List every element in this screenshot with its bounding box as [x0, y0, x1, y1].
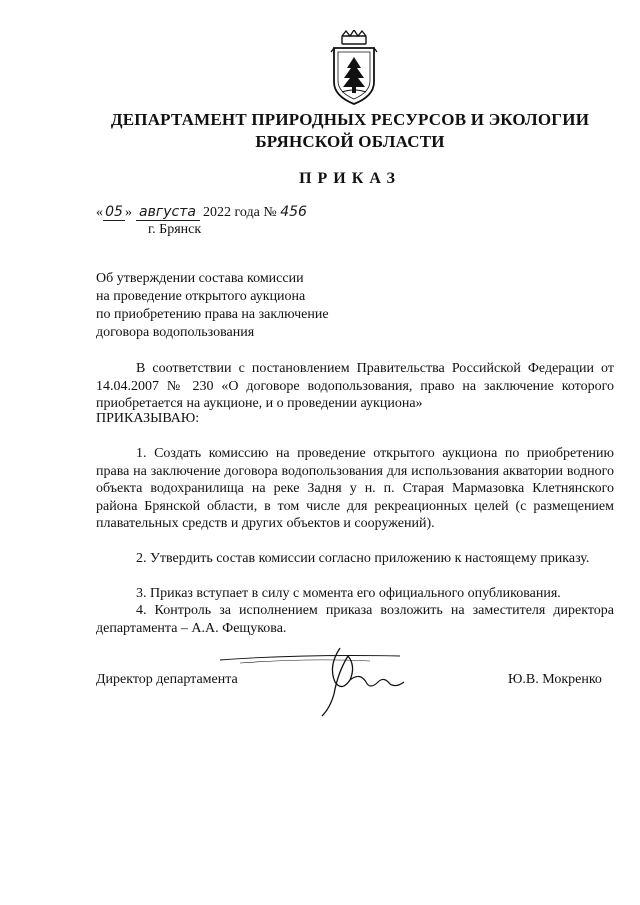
handwritten-signature-icon — [210, 636, 420, 720]
signatory-name: Ю.В. Мокренко — [508, 672, 602, 687]
signatory-role: Директор департамента — [96, 672, 238, 687]
date-close-quote: » — [125, 205, 132, 220]
date-day-handwritten: 05 — [103, 204, 125, 221]
order-item-4: 4. Контроль за исполнением приказа возложить на заместителя директора департамента – А.А. Фещукова. — [96, 603, 614, 636]
order-item-3: 3. Приказ вступает в силу с момента его официального опубликования. — [136, 586, 561, 601]
order-item-2: 2. Утвердить состав комиссии согласно приложению к настоящему приказу. — [136, 551, 590, 566]
coat-of-arms-icon — [328, 30, 380, 108]
order-word: ПРИКАЗЫВАЮ: — [96, 411, 200, 426]
subject-line: договора водопользования — [96, 325, 255, 340]
order-item-1: 1. Создать комиссию на проведение открытого аукциона по приобретению права на заключение договора водопользования для использования акватории водного объекта водохранилища на реке Задня у н. п. Старая Мармазовка Клетнянского района Брянской области, в том числе для рекреационных целей (с размещением плавательных средств и других объектов и сооружений). — [96, 446, 614, 531]
subject-line: на проведение открытого аукциона — [96, 289, 306, 304]
document-title: ПРИКАЗ — [299, 170, 401, 187]
preamble-paragraph: В соответствии с постановлением Правительства Российской Федерации от 14.04.2007 № 230 «О договоре водопользования, право на заключение которого приобретается на аукционе, и о проведении аукциона» — [96, 361, 614, 411]
date-year-label: 2022 года № — [203, 205, 277, 220]
order-subject — [96, 270, 329, 342]
date-month-handwritten: августа — [136, 204, 200, 221]
subject-line: по приобретению права на заключение — [96, 307, 329, 322]
date-open-quote: « — [96, 205, 103, 220]
city-label: г. Брянск — [148, 222, 202, 237]
date-number-line — [96, 204, 310, 221]
department-name-line1: ДЕПАРТАМЕНТ ПРИРОДНЫХ РЕСУРСОВ И ЭКОЛОГИИ — [110, 110, 590, 129]
order-number-handwritten: 456 — [280, 204, 307, 220]
subject-line: Об утверждении состава комиссии — [96, 271, 304, 286]
department-name-line2: БРЯНСКОЙ ОБЛАСТИ — [255, 132, 445, 151]
